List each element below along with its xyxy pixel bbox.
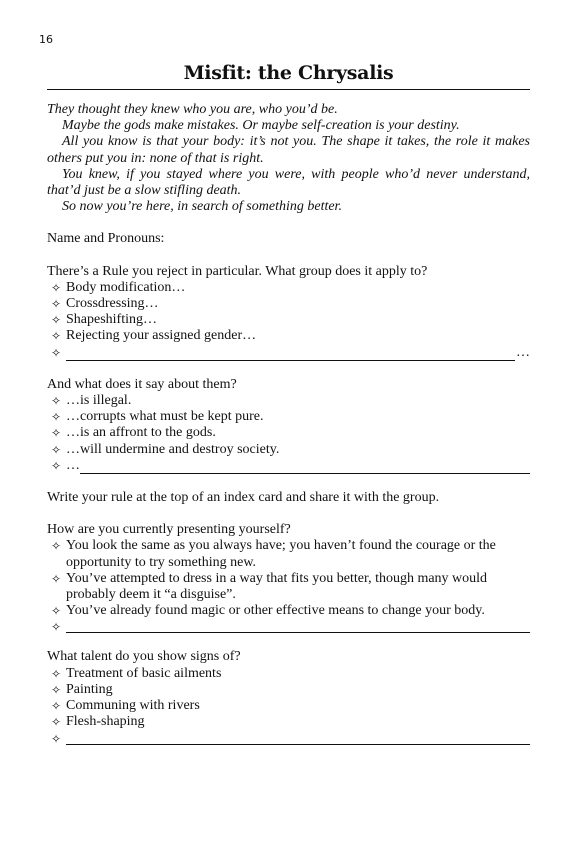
option-text: Treatment of basic ailments xyxy=(66,665,222,681)
title-divider xyxy=(47,89,530,90)
option-list xyxy=(47,393,530,474)
intro-paragraph: So now you’re here, in search of something better. xyxy=(62,199,342,215)
write-in-option xyxy=(47,458,530,474)
star-bullet-icon: ✧ xyxy=(51,604,62,619)
star-bullet-icon: ✧ xyxy=(51,426,62,441)
star-bullet-icon: ✧ xyxy=(51,280,62,295)
question-prompt: How are you currently presenting yourself? xyxy=(47,522,291,538)
star-bullet-icon: ✧ xyxy=(51,394,62,409)
option-item xyxy=(47,312,530,328)
star-bullet-icon: ✧ xyxy=(51,345,62,360)
option-text: You’ve attempted to dress in a way that fits you better, though many would probably deem it “a disguise”. xyxy=(66,570,488,603)
option-text: Flesh-shaping xyxy=(66,714,145,730)
option-item xyxy=(47,698,530,714)
write-in-blank-line[interactable] xyxy=(80,460,530,474)
question-presentation xyxy=(47,522,530,633)
write-in-option xyxy=(47,731,530,745)
intro-text xyxy=(47,102,530,215)
question-what-it-says xyxy=(47,377,530,474)
star-bullet-icon: ✧ xyxy=(51,666,62,681)
option-text: Shapeshifting… xyxy=(66,312,157,328)
star-bullet-icon: ✧ xyxy=(51,715,62,730)
star-bullet-icon: ✧ xyxy=(51,410,62,425)
star-bullet-icon: ✧ xyxy=(51,539,62,554)
blank-prefix: … xyxy=(66,457,80,473)
blank-suffix: … xyxy=(516,344,530,360)
option-item xyxy=(47,571,530,603)
page-title: Misfit: the Chrysalis xyxy=(183,62,394,84)
write-in-blank-line[interactable] xyxy=(66,731,530,745)
option-text: You look the same as you always have; you haven’t found the courage or the opportunity to try something new. xyxy=(66,538,496,570)
write-in-blank-line[interactable] xyxy=(66,619,530,633)
option-text: …will undermine and destroy society. xyxy=(66,441,280,457)
intro-paragraph: All you know is that your body: it’s not you. The shape it takes, the role it makes others put you in: none of that is right. xyxy=(47,134,530,166)
star-bullet-icon: ✧ xyxy=(51,458,62,473)
option-item xyxy=(47,666,530,682)
option-item xyxy=(47,296,530,312)
write-in-option xyxy=(47,619,530,633)
question-rule xyxy=(47,264,530,361)
option-item xyxy=(47,442,530,458)
question-prompt: There’s a Rule you reject in particular. What group does it apply to? xyxy=(47,263,428,279)
star-bullet-icon: ✧ xyxy=(51,313,62,328)
star-bullet-icon: ✧ xyxy=(51,682,62,697)
intro-paragraph: Maybe the gods make mistakes. Or maybe self-creation is your destiny. xyxy=(62,118,460,134)
option-item xyxy=(47,328,530,344)
write-in-option xyxy=(47,345,530,361)
option-text: Painting xyxy=(66,681,113,697)
star-bullet-icon: ✧ xyxy=(51,297,62,312)
intro-paragraph: You knew, if you stayed where you were, with people who’d never understand, that’d just be a slow stifling death. xyxy=(47,166,530,199)
star-bullet-icon: ✧ xyxy=(51,699,62,714)
option-list xyxy=(47,666,530,745)
option-item xyxy=(47,682,530,698)
option-text: …is an affront to the gods. xyxy=(66,425,216,441)
question-talent xyxy=(47,649,530,744)
page-number: 16 xyxy=(39,33,53,46)
option-text: Body modification… xyxy=(66,279,186,295)
name-pronouns-prompt: Name and Pronouns: xyxy=(47,231,165,247)
option-item xyxy=(47,538,530,570)
option-text: Crossdressing… xyxy=(66,296,159,312)
option-item xyxy=(47,409,530,425)
option-item xyxy=(47,425,530,441)
option-text: Communing with rivers xyxy=(66,698,200,714)
option-text: You’ve already found magic or other effective means to change your body. xyxy=(66,603,485,619)
intro-paragraph: They thought they knew who you are, who you’d be. xyxy=(47,102,338,117)
write-in-blank-line[interactable] xyxy=(66,347,515,361)
star-bullet-icon: ✧ xyxy=(51,571,62,586)
option-text: …corrupts what must be kept pure. xyxy=(66,409,264,425)
option-item xyxy=(47,280,530,296)
star-bullet-icon: ✧ xyxy=(51,329,62,344)
star-bullet-icon: ✧ xyxy=(51,731,62,746)
option-item xyxy=(47,714,530,730)
option-item xyxy=(47,393,530,409)
page-content xyxy=(47,102,530,745)
question-prompt: What talent do you show signs of? xyxy=(47,649,241,665)
option-list xyxy=(47,280,530,361)
star-bullet-icon: ✧ xyxy=(51,620,62,635)
star-bullet-icon: ✧ xyxy=(51,442,62,457)
question-prompt: And what does it say about them? xyxy=(47,376,237,392)
option-list xyxy=(47,538,530,633)
index-card-note: Write your rule at the top of an index card and share it with the group. xyxy=(47,490,440,506)
option-item xyxy=(47,603,530,619)
option-text: …is illegal. xyxy=(66,393,132,409)
option-text: Rejecting your assigned gender… xyxy=(66,328,257,344)
